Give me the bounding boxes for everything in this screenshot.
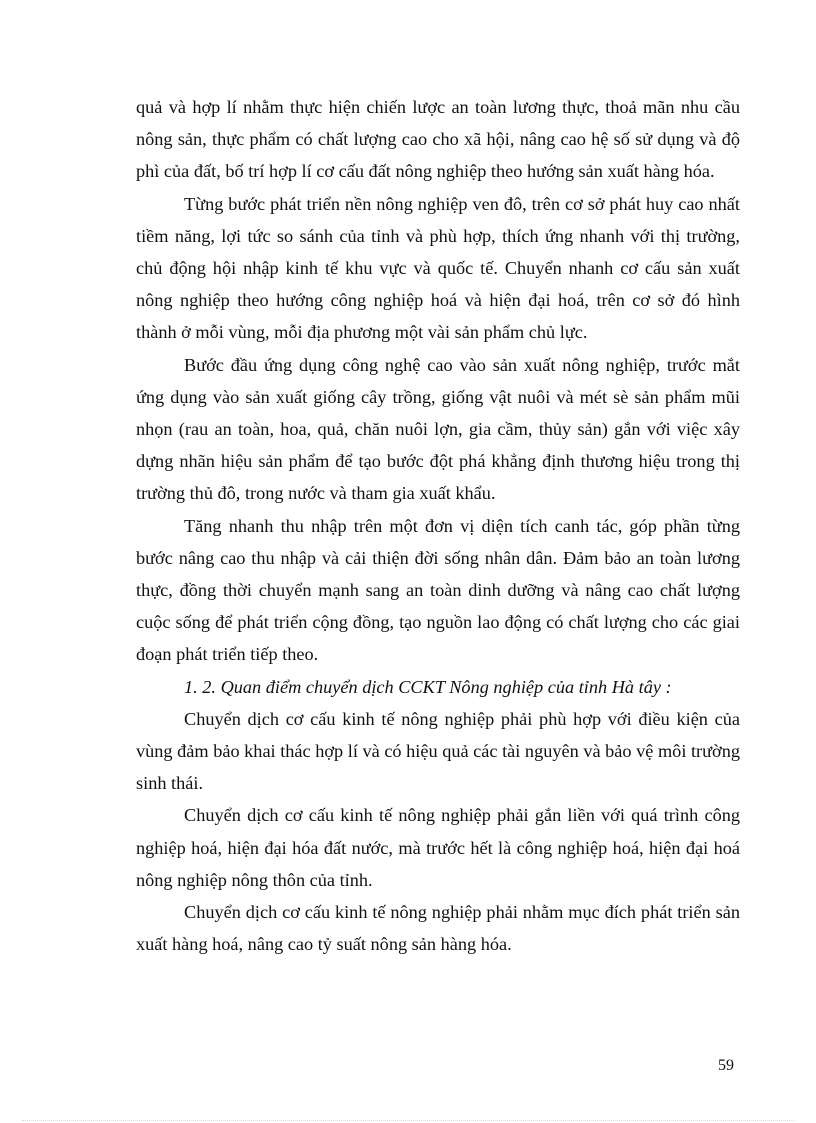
section-heading: 1. 2. Quan điểm chuyển dịch CCKT Nông nghiệp của tỉnh Hà tây :	[184, 676, 672, 697]
paragraph-peri-urban-agriculture: Từng bước phát triển nền nông nghiệp ven đô, trên cơ sở phát huy cao nhất tiềm năng, lợi tức so sánh của tỉnh và phù hợp, thích ứng nhanh với thị trường, chủ động hội nhập kinh tế khu vực và quốc tế. Chuyển nhanh cơ cấu sản xuất nông nghiệp theo hướng công nghiệp hoá và hiện đại hoá, trên cơ sở đó hình thành ở mỗi vùng, mỗi địa phương một vài sản phẩm chủ lực.	[136, 193, 740, 343]
paragraph-continuation: quả và hợp lí nhằm thực hiện chiến lược an toàn lương thực, thoả mãn nhu cầu nông sản, thực phẩm có chất lượng cao cho xã hội, nâng cao hệ số sử dụng và độ phì của đất, bố trí hợp lí cơ cấu đất nông nghiệp theo hướng sản xuất hàng hóa.	[136, 97, 740, 182]
page-bottom-divider	[22, 1120, 794, 1121]
paragraph-viewpoint-2: Chuyển dịch cơ cấu kinh tế nông nghiệp phải gắn liền với quá trình công nghiệp hoá, hiện đại hóa đất nước, mà trước hết là công nghiệp hoá, hiện đại hoá nông nghiệp nông thôn của tỉnh.	[136, 805, 740, 890]
paragraph-high-tech-application: Bước đầu ứng dụng công nghệ cao vào sản xuất nông nghiệp, trước mắt ứng dụng vào sản xuất giống cây trồng, giống vật nuôi và mét sè sản phẩm mũi nhọn (rau an toàn, hoa, quả, chăn nuôi lợn, gia cầm, thủy sản) gắn với việc xây dựng nhãn hiệu sản phẩm để tạo bước đột phá khẳng định thương hiệu trong thị trường thủ đô, trong nước và tham gia xuất khẩu.	[136, 354, 740, 504]
paragraph-viewpoint-3: Chuyển dịch cơ cấu kinh tế nông nghiệp phải nhằm mục đích phát triển sản xuất hàng hoá, nâng cao tỷ suất nông sản hàng hóa.	[136, 902, 740, 955]
paragraph-income-growth: Tăng nhanh thu nhập trên một đơn vị diện tích canh tác, góp phần từng bước nâng cao thu nhập và cải thiện đời sống nhân dân. Đảm bảo an toàn lương thực, đồng thời chuyển mạnh sang an toàn dinh dưỡng và nâng cao chất lượng cuộc sống để phát triển cộng đồng, tạo nguồn lao động có chất lượng cho các giai đoạn phát triển tiếp theo.	[136, 515, 740, 665]
body-text	[136, 91, 740, 960]
paragraph-viewpoint-1: Chuyển dịch cơ cấu kinh tế nông nghiệp phải phù hợp với điều kiện của vùng đảm bảo khai thác hợp lí và có hiệu quả các tài nguyên và bảo vệ môi trường sinh thái.	[136, 708, 740, 794]
page-number: 59	[718, 1057, 734, 1074]
